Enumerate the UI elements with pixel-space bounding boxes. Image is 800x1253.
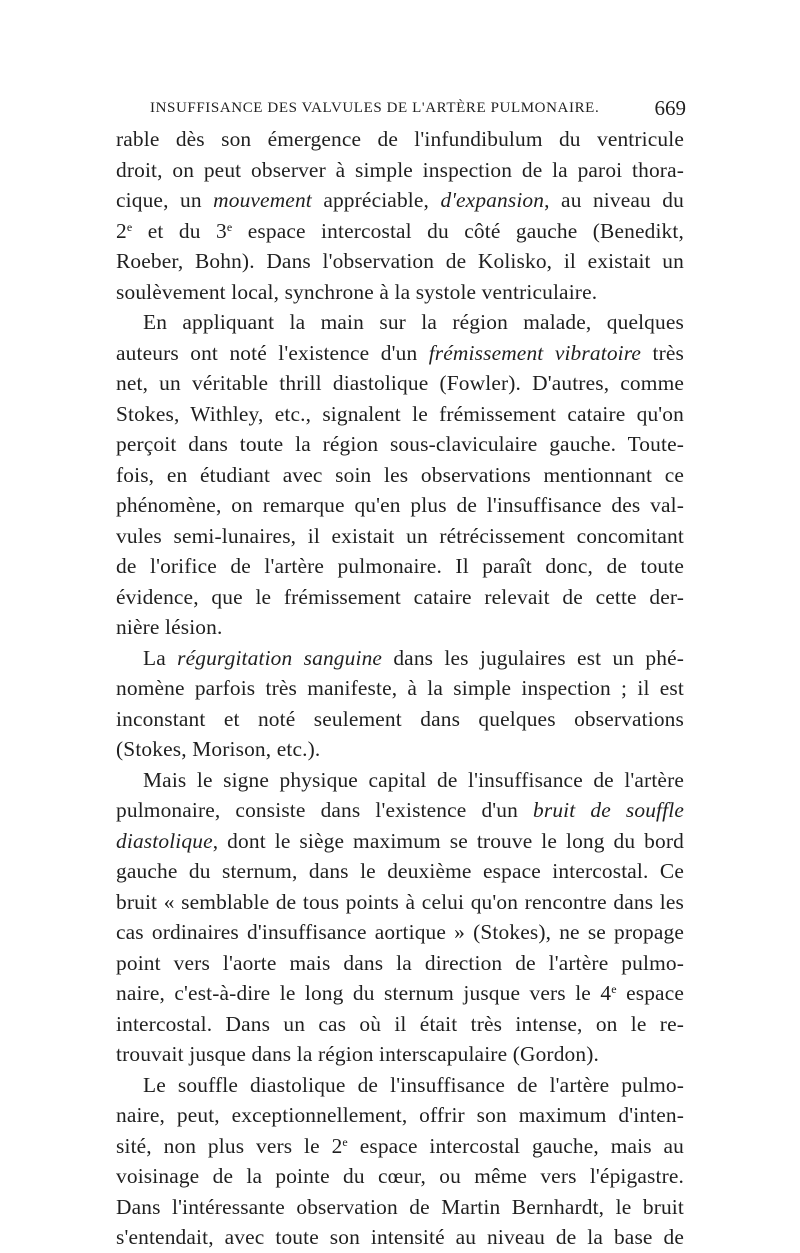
- text-run: espace: [616, 981, 684, 1005]
- text-line: s'entendait, avec toute son intensité au niveau de la base de: [116, 1225, 684, 1249]
- book-page: [116, 92, 686, 1249]
- text-run: appréciable,: [311, 188, 441, 212]
- text-run: dans les jugulaires est un phé-: [382, 645, 685, 670]
- italic-term: mouvement: [213, 188, 312, 212]
- text-line: [116, 978, 684, 1009]
- text-line: nomène parfois très manifeste, à la simple inspection ; il est: [116, 676, 684, 700]
- italic-term: diastolique: [116, 828, 213, 853]
- page-number: 669: [654, 96, 686, 120]
- text-run: auteurs ont noté l'existence d'un: [116, 340, 429, 365]
- text-line: nière lésion.: [116, 615, 223, 639]
- text-line: naire, peut, exceptionnellement, offrir son maximum d'inten-: [116, 1103, 684, 1127]
- text-line: soulèvement local, synchrone à la systole ventriculaire.: [116, 279, 598, 304]
- text-line: point vers l'aorte mais dans la direction de l'artère pulmo-: [116, 950, 684, 975]
- text-run: La: [143, 645, 178, 670]
- text-line: droit, on peut observer à simple inspection de la paroi thora-: [116, 157, 684, 182]
- text-run: sité, non plus vers le 2: [116, 1133, 343, 1158]
- paragraph-start: Le souffle diastolique de l'insuffisance de l'artère pulmo-: [143, 1072, 684, 1097]
- text-line: cas ordinaires d'insuffisance aortique » (Stokes), ne se propage: [116, 920, 684, 944]
- text-run: et du 3: [132, 218, 227, 243]
- superscript: e: [126, 219, 133, 234]
- text-line: [116, 826, 684, 857]
- paragraph-start: En appliquant la main sur la région malade, quelques: [143, 310, 684, 334]
- text-line: net, un véritable thrill diastolique (Fowler). D'autres, comme: [116, 371, 684, 395]
- text-line: inconstant et noté seulement dans quelques observations: [116, 706, 684, 731]
- text-run: 2: [116, 218, 127, 243]
- text-line: [116, 1131, 684, 1162]
- text-run: espace intercostal gauche, mais au: [347, 1133, 684, 1158]
- paragraph-start: Mais le signe physique capital de l'insuffisance de l'artère: [143, 767, 684, 792]
- text-line: (Stokes, Morison, etc.).: [116, 737, 321, 761]
- text-line: Roeber, Bohn). Dans l'observation de Kolisko, il existait un: [116, 249, 684, 273]
- paragraph-start: [116, 643, 684, 674]
- running-title: INSUFFISANCE DES VALVULES DE L'ARTÈRE PULMONAIRE.: [150, 100, 600, 116]
- text-line: [116, 216, 684, 247]
- text-run: cique, un: [116, 188, 214, 212]
- text-line: de l'orifice de l'artère pulmonaire. Il paraît donc, de toute: [116, 554, 684, 578]
- running-header: [116, 92, 684, 124]
- body-text: [116, 124, 684, 1253]
- superscript: e: [226, 219, 233, 234]
- italic-term: régurgitation sanguine: [177, 645, 383, 670]
- text-line: Dans l'intéressante observation de Martin Bernhardt, le bruit: [116, 1194, 684, 1219]
- text-line: perçoit dans toute la région sous-claviculaire gauche. Toute-: [116, 432, 684, 456]
- italic-term: bruit de souffle: [533, 798, 684, 822]
- text-line: évidence, que le frémissement cataire relevait de cette der-: [116, 584, 684, 609]
- text-run: espace intercostal du côté gauche (Benedikt,: [232, 218, 684, 243]
- text-line: rable dès son émergence de l'infundibulum du ventricule: [116, 127, 684, 151]
- text-line: [116, 185, 684, 216]
- text-line: intercostal. Dans un cas où il était très intense, on le re-: [116, 1011, 684, 1036]
- text-line: fois, en étudiant avec soin les observations mentionnant ce: [116, 462, 684, 487]
- text-run: pulmonaire, consiste dans l'existence d'un: [116, 798, 534, 822]
- text-line: Stokes, Withley, etc., signalent le frémissement cataire qu'on: [116, 401, 684, 426]
- superscript: e: [611, 982, 617, 996]
- text-run: , au niveau du: [544, 188, 684, 212]
- text-line: gauche du sternum, dans le deuxième espace intercostal. Ce: [116, 859, 684, 883]
- text-run: naire, c'est-à-dire le long du sternum jusque vers le 4: [116, 981, 612, 1005]
- text-run: très: [641, 340, 684, 365]
- italic-term: frémissement vibratoire: [428, 340, 642, 365]
- superscript: e: [342, 1134, 348, 1149]
- text-line: bruit « semblable de tous points à celui qu'on rencontre dans les: [116, 889, 684, 914]
- text-run: , dont le siège maximum se trouve le long du bord: [212, 828, 684, 853]
- text-line: voisinage de la pointe du cœur, ou même vers l'épigastre.: [116, 1164, 684, 1188]
- text-line: trouvait jusque dans la région interscapulaire (Gordon).: [116, 1042, 600, 1066]
- text-line: phénomène, on remarque qu'en plus de l'insuffisance des val-: [116, 493, 684, 517]
- italic-term: d'expansion: [440, 188, 545, 212]
- text-line: [116, 338, 684, 369]
- text-line: vules semi-lunaires, il existait un rétrécissement concomitant: [116, 523, 684, 548]
- text-line: [116, 795, 684, 826]
